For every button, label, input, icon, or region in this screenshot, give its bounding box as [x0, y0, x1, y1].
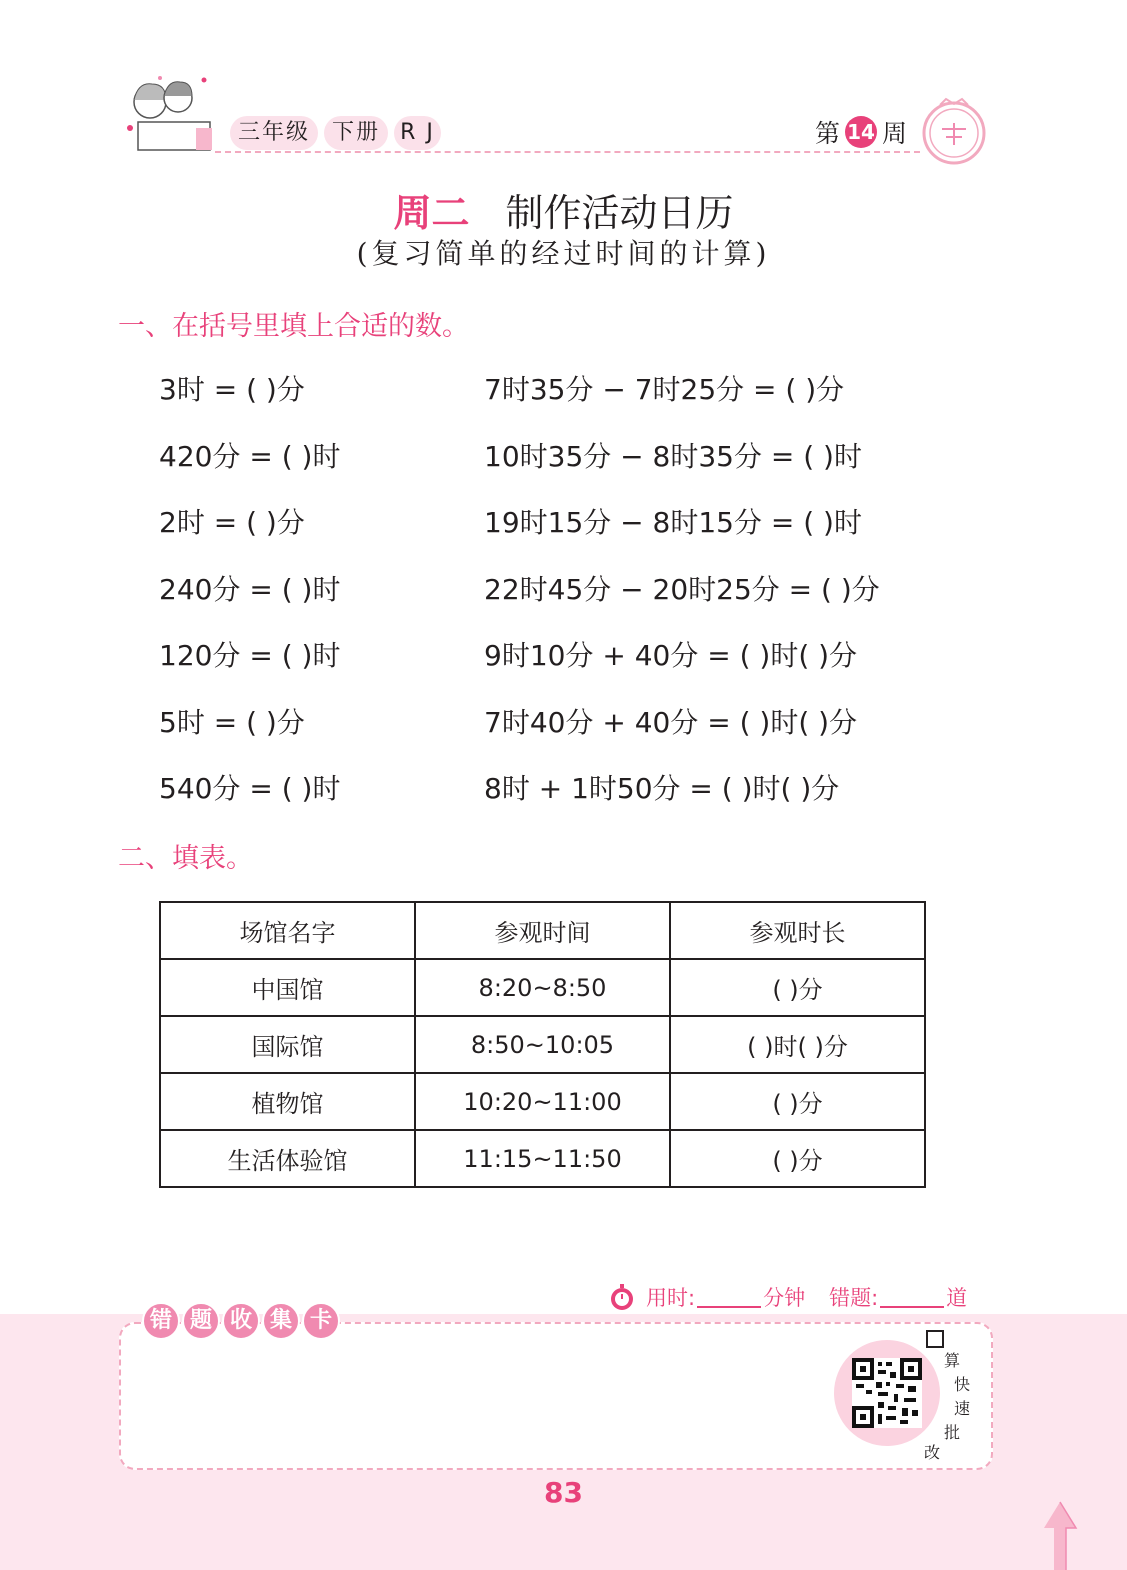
duration-cell[interactable]: ( )分 [670, 959, 925, 1016]
duration-cell[interactable]: ( )时( )分 [670, 1016, 925, 1073]
page-title [0, 182, 1127, 237]
qr-code-icon[interactable] [852, 1358, 922, 1428]
exercise-right: 19时15分 − 8时15分 = ( )时 [484, 506, 862, 539]
section-heading-1: 一、在括号里填上合适的数。 [118, 311, 469, 342]
edition-char: J [426, 120, 435, 145]
exercise-left: 540分 = ( )时 [159, 772, 341, 805]
side-text-char: 快 [954, 1375, 971, 1394]
week-label [815, 114, 907, 150]
card-title-char: 集 [262, 1302, 300, 1340]
time-cell: 8:20~8:50 [415, 959, 670, 1016]
duration-cell[interactable]: ( )分 [670, 1073, 925, 1130]
table-row [160, 959, 925, 1016]
exercise-right: 22时45分 − 20时25分 = ( )分 [484, 573, 880, 606]
arrow-up-icon [1040, 1500, 1080, 1570]
card-title-char: 收 [222, 1302, 260, 1340]
checkbox-icon[interactable] [926, 1330, 944, 1348]
venue-cell: 生活体验馆 [160, 1130, 415, 1187]
column-header: 场馆名字 [160, 902, 415, 959]
venue-cell: 国际馆 [160, 1016, 415, 1073]
exercise-right: 10时35分 − 8时35分 = ( )时 [484, 440, 862, 473]
volume-char: 册 [356, 120, 381, 145]
week-suffix: 周 [881, 119, 907, 148]
table-row [160, 1016, 925, 1073]
visit-table [159, 901, 926, 1188]
section-heading-2: 二、填表。 [118, 843, 253, 874]
header-divider [215, 151, 920, 153]
exercise-right: 7时40分 + 40分 = ( )时( )分 [484, 706, 858, 739]
exercise-left: 120分 = ( )时 [159, 639, 341, 672]
exercise-left: 5时 = ( )分 [159, 706, 305, 739]
grade-char: 三 [238, 120, 263, 145]
edition-char: R [400, 120, 418, 145]
card-title [142, 1302, 340, 1342]
grade-label [230, 116, 441, 150]
column-header: 参观时间 [415, 902, 670, 959]
side-text-char: 批 [944, 1423, 961, 1442]
time-used-blank[interactable] [697, 1286, 761, 1308]
day-label: 周二 [393, 191, 470, 235]
kids-illustration [120, 72, 218, 158]
week-number-badge: 14 [845, 116, 877, 148]
page-subtitle: (复习简单的经过时间的计算) [356, 237, 771, 270]
exercise-right: 9时10分 + 40分 = ( )时( )分 [484, 639, 858, 672]
card-title-char: 题 [182, 1302, 220, 1340]
time-used-label: 用时: [646, 1286, 696, 1310]
stopwatch-icon [608, 1283, 636, 1311]
card-title-char: 错 [142, 1302, 180, 1340]
column-header: 参观时长 [670, 902, 925, 959]
author-seal-icon [918, 95, 990, 167]
errors-label: 错题: [829, 1286, 879, 1310]
time-cell: 11:15~11:50 [415, 1130, 670, 1187]
exercise-left: 240分 = ( )时 [159, 573, 341, 606]
week-prefix: 第 [814, 119, 840, 148]
exercise-left: 2时 = ( )分 [159, 506, 305, 539]
side-text-char: 算 [944, 1351, 961, 1370]
errors-blank[interactable] [880, 1286, 944, 1308]
venue-cell: 中国馆 [160, 959, 415, 1016]
exercise-right: 8时 + 1时50分 = ( )时( )分 [484, 772, 840, 805]
volume-char: 下 [332, 120, 357, 145]
card-title-char: 卡 [302, 1302, 340, 1340]
exercise-left: 420分 = ( )时 [159, 440, 341, 473]
page-number: 83 [544, 1476, 583, 1509]
grade-char: 级 [286, 120, 311, 145]
time-cell: 8:50~10:05 [415, 1016, 670, 1073]
table-row [160, 1130, 925, 1187]
side-text-char: 速 [954, 1399, 971, 1418]
time-cell: 10:20~11:00 [415, 1073, 670, 1130]
time-unit: 分钟 [763, 1286, 806, 1310]
exercise-right: 7时35分 − 7时25分 = ( )分 [484, 373, 845, 406]
usage-record [608, 1282, 967, 1312]
exercise-left: 3时 = ( )分 [159, 373, 305, 406]
grade-char: 年 [262, 120, 287, 145]
topic-label: 制作活动日历 [505, 191, 734, 235]
table-header-row [160, 902, 925, 959]
duration-cell[interactable]: ( )分 [670, 1130, 925, 1187]
errors-unit: 道 [946, 1286, 968, 1310]
table-row [160, 1073, 925, 1130]
venue-cell: 植物馆 [160, 1073, 415, 1130]
side-text-char: 改 [924, 1443, 941, 1462]
